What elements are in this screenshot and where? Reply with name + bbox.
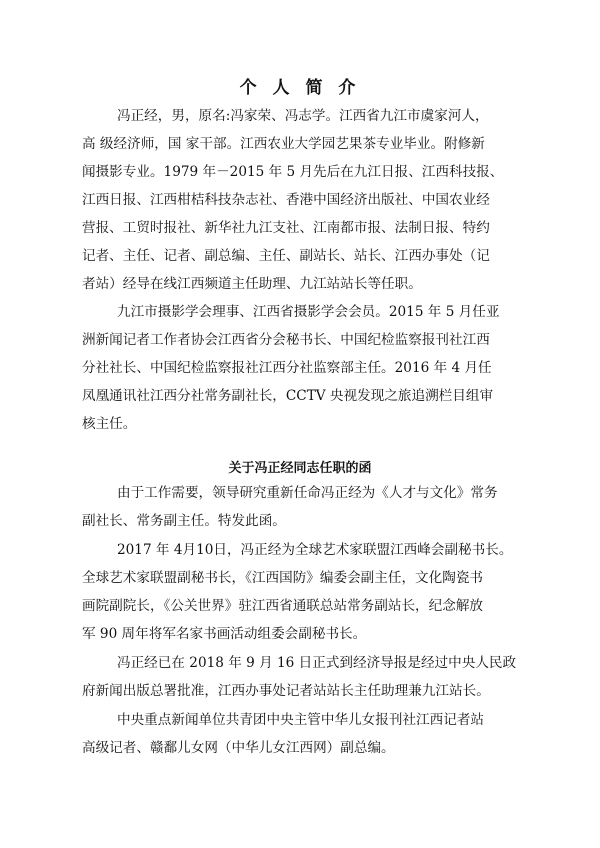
text-line: 副社长、常务副主任。特发此函。 [82, 513, 286, 529]
text-line: 由于工作需要，领导研究重新任命冯正经为《人才与文化》常务 [117, 485, 498, 501]
text-line: 核主任。 [82, 416, 137, 432]
text-line: 者站）经导在线江西频道主任助理、九江站站长等任职。 [82, 276, 422, 292]
text-line: 营报、工贸时报社、新华社九江支社、江南都市报、法制日报、特约 [82, 220, 490, 236]
text-line: 记者、主任、记者、副总编、主任、副站长、站长、江西办事处（记 [82, 248, 490, 264]
text-line: 冯正经已在 2018 年 9 月 16 日正式到经济导报是经过中央人民政 [117, 655, 517, 671]
letter-paragraph-4 [82, 706, 532, 762]
letter-paragraph-3 [82, 649, 532, 705]
text-line: 分社社长、中国纪检监察报社江西分社监察部主任。2016 年 4 月任 [82, 360, 492, 376]
text-line: 凤凰通讯社江西分社常务副社长，CCTV 央视发现之旅追溯栏目组审 [82, 388, 494, 404]
text-line: 洲新闻记者工作者协会江西省分会秘书长、中国纪检监察报刊社江西 [82, 332, 490, 348]
text-line: 江西日报、江西柑桔科技杂志社、香港中国经济出版社、中国农业经 [82, 192, 490, 208]
intro-paragraph-2 [82, 298, 532, 438]
text-line: 高级记者、赣鄱儿女网（中华儿女江西网）副总编。 [82, 740, 395, 756]
text-line: 冯正经，男，原名:冯家荣、冯志学。江西省九江市虞家河人， [117, 108, 489, 124]
text-line: 府新闻出版总署批准，江西办事处记者站站长主任助理兼九江站长。 [82, 683, 490, 699]
text-line: 画院副院长，《公关世界》驻江西省通联总站常务副站长，纪念解放 [82, 598, 484, 614]
text-line: 闻摄影专业。1979 年－2015 年 5 月先后在九江日报、江西科技报、 [82, 164, 504, 180]
text-line: 中央重点新闻单位共青团中央主管中华儿女报刊社江西记者站 [117, 712, 485, 728]
text-line: 九江市摄影学会理事、江西省摄影学会会员。2015 年 5 月任亚 [117, 304, 500, 320]
text-line: 2017 年 4月10日，冯正经为全球艺术家联盟江西峰会副秘书长。 [117, 542, 513, 558]
text-line: 高 级经济师，国 家干部。江西农业大学园艺果茶专业毕业。附修新 [82, 136, 485, 152]
text-line: 全球艺术家联盟副秘书长，《江西国防》编委会副主任，文化陶瓷书 [82, 570, 484, 586]
intro-paragraph-1 [82, 102, 532, 298]
letter-paragraph-1 [82, 479, 532, 535]
letter-title: 关于冯正经同志任职的函 [228, 461, 372, 476]
page-title: 个 人 简 介 [239, 78, 361, 98]
text-line: 军 90 周年将军名家书画活动组委会副秘书长。 [82, 626, 367, 642]
letter-paragraph-2 [82, 536, 532, 648]
